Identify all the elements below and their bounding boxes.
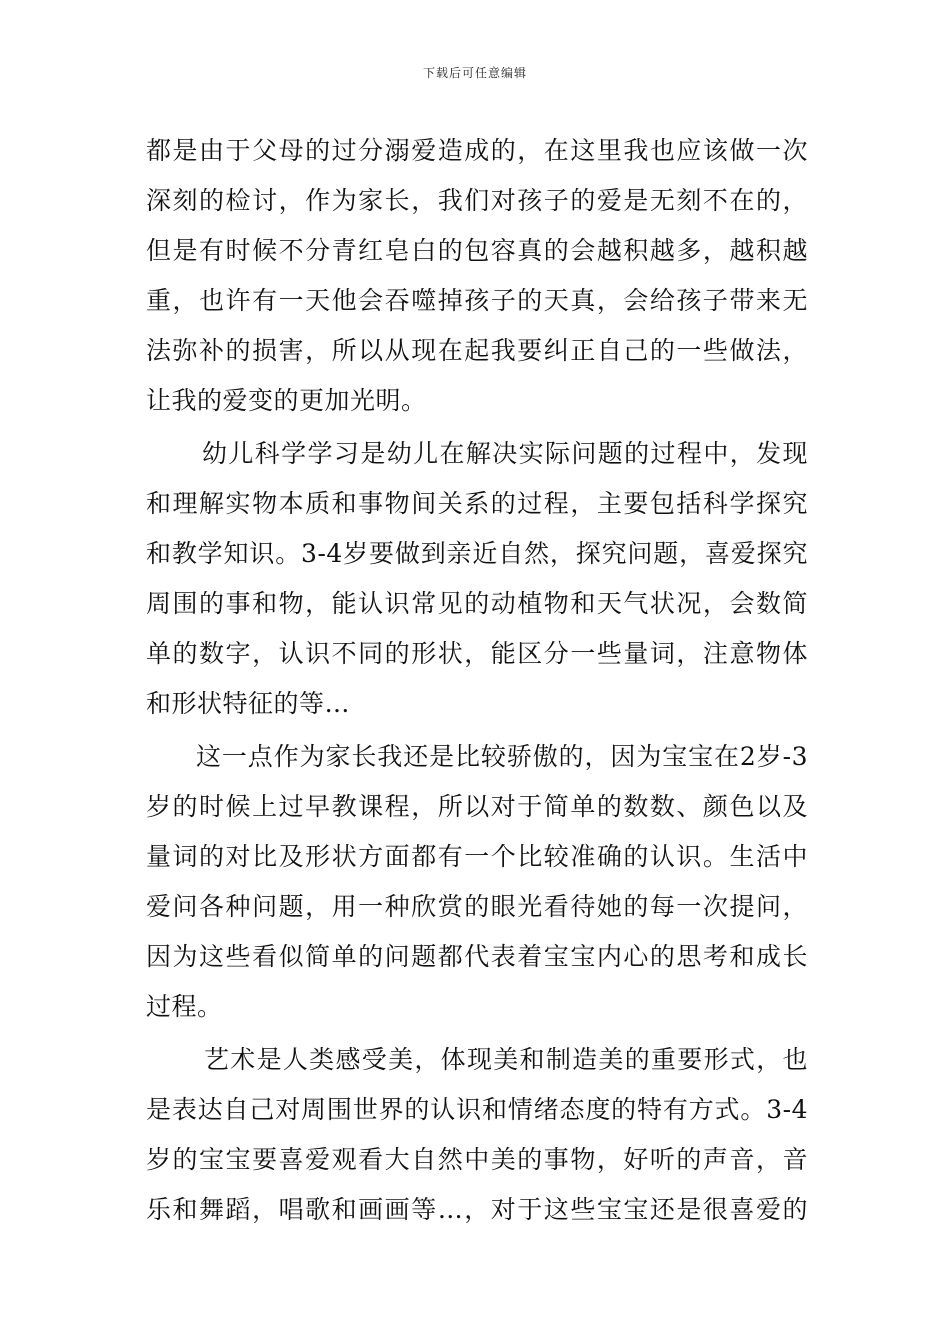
text-line: 让我的爱变的更加光明。 xyxy=(146,386,427,415)
text-line: 和教学知识。3-4岁要做到亲近自然，探究问题，喜爱探究 xyxy=(146,539,808,568)
text-line: 和理解实物本质和事物间关系的过程，主要包括科学探究 xyxy=(146,489,808,518)
text-line: 幼儿科学学习是幼儿在解决实际问题的过程中，发现 xyxy=(202,439,808,468)
text-line: 因为这些看似简单的问题都代表着宝宝内心的思考和成长 xyxy=(146,942,808,971)
text-line: 量词的对比及形状方面都有一个比较准确的认识。生活中 xyxy=(146,842,808,871)
text-line: 乐和舞蹈，唱歌和画画等…，对于这些宝宝还是很喜爱的 xyxy=(146,1195,808,1224)
text-line: 过程。 xyxy=(146,992,223,1021)
text-line: 这一点作为家长我还是比较骄傲的，因为宝宝在2岁-3 xyxy=(196,742,808,771)
text-line: 周围的事和物，能认识常见的动植物和天气状况，会数简 xyxy=(146,589,808,618)
document-body xyxy=(146,126,808,1235)
text-line: 爱问各种问题，用一种欣赏的眼光看待她的每一次提问， xyxy=(146,892,808,921)
text-line: 岁的宝宝要喜爱观看大自然中美的事物，好听的声音，音 xyxy=(146,1145,808,1174)
paragraph xyxy=(146,732,808,1032)
text-line: 但是有时候不分青红皂白的包容真的会越积越多，越积越 xyxy=(146,236,808,265)
text-line: 岁的时候上过早教课程，所以对于简单的数数、颜色以及 xyxy=(146,792,808,821)
text-line: 单的数字，认识不同的形状，能区分一些量词，注意物体 xyxy=(146,639,808,668)
text-line: 重，也许有一天他会吞噬掉孩子的天真，会给孩子带来无 xyxy=(146,286,808,315)
paragraph xyxy=(146,1035,808,1235)
text-line: 法弥补的损害，所以从现在起我要纠正自己的一些做法， xyxy=(146,336,808,365)
paragraph xyxy=(146,126,808,426)
text-line: 都是由于父母的过分溺爱造成的，在这里我也应该做一次 xyxy=(146,136,808,165)
text-line: 深刻的检讨，作为家长，我们对孩子的爱是无刻不在的， xyxy=(146,186,808,215)
paragraph xyxy=(146,429,808,729)
text-line: 是表达自己对周围世界的认识和情绪态度的特有方式。3-4 xyxy=(146,1095,808,1124)
text-line: 艺术是人类感受美，体现美和制造美的重要形式，也 xyxy=(204,1045,808,1074)
header-note: 下载后可任意编辑 xyxy=(422,66,527,80)
text-line: 和形状特征的等… xyxy=(146,689,351,718)
